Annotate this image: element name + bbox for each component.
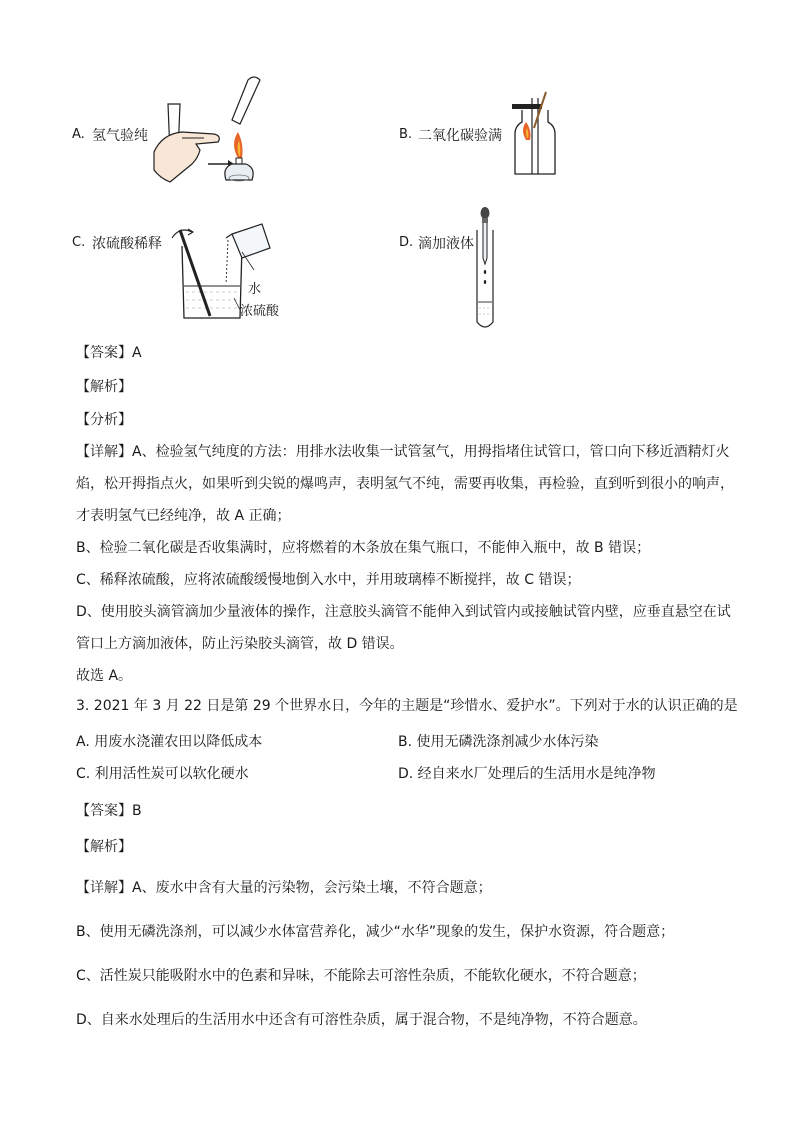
dropper-test-tube-figure (470, 206, 500, 332)
q3-option-b: B. 使用无磷洗涤剂减少水体污染 (398, 734, 599, 750)
q2-detail-line: 焰，松开拇指点火，如果听到尖锐的爆鸣声，表明氢气不纯，需要再收集，再检验，直到听到很小的响声， (76, 476, 734, 492)
option-d-letter: D. (399, 235, 414, 250)
q3-detail-line: B、使用无磷洗涤剂，可以减少水体富营养化，减少“水华”现象的发生，保护水资源，符合题意； (76, 924, 675, 940)
figure-label-acid: 浓硫酸 (240, 304, 280, 319)
q3-answer: 【答案】B (76, 803, 142, 819)
q2-analysis-heading: 【解析】 (76, 379, 132, 395)
q3-detail-line: D、自来水处理后的生活用水中还含有可溶性杂质，属于混合物，不是纯净物，不符合题意。 (76, 1012, 647, 1028)
q3-stem: 3. 2021 年 3 月 22 日是第 29 个世界水日，今年的主题是“珍惜水、爱护水”。下列对于水的认识正确的是 (76, 698, 738, 714)
option-c-letter: C. (72, 235, 86, 250)
q2-detail-line: D、使用胶头滴管滴加少量液体的操作，注意胶头滴管不能伸入到试管内或接触试管内壁，应垂直悬空在试 (76, 604, 731, 620)
q2-detail-line: 【详解】A、检验氢气纯度的方法：用排水法收集一试管氢气，用拇指堵住试管口，管口向下移近酒精灯火 (76, 444, 730, 460)
option-b-text: 二氧化碳验满 (418, 128, 502, 144)
q3-detail-line: C、活性炭只能吸附水中的色素和异味，不能除去可溶性杂质，不能软化硬水，不符合题意； (76, 968, 646, 984)
q3-detail-line: 【详解】A、废水中含有大量的污染物，会污染土壤，不符合题意； (76, 880, 492, 896)
hand-test-tube-lamp-figure (152, 74, 274, 186)
q2-answer: 【答案】A (76, 345, 142, 361)
gas-bottle-flame-figure (510, 88, 558, 178)
q3-option-d: D. 经自来水厂处理后的生活用水是纯净物 (398, 766, 656, 782)
option-d-text: 滴加液体 (418, 236, 474, 252)
q3-analysis-heading: 【解析】 (76, 839, 132, 855)
figure-label-water: 水 (248, 282, 262, 297)
option-a-text: 氢气验纯 (92, 128, 148, 144)
q3-option-c: C. 利用活性炭可以软化硬水 (76, 766, 249, 782)
option-c-text: 浓硫酸稀释 (92, 236, 162, 252)
q2-detail-line: 故选 A。 (76, 668, 133, 684)
option-a-letter: A. (72, 127, 85, 142)
q2-detail-line: 才表明氢气已经纯净，故 A 正确； (76, 508, 291, 524)
q2-fenxi-heading: 【分析】 (76, 412, 132, 428)
option-b-letter: B. (399, 127, 413, 142)
q2-detail-line: C、稀释浓硫酸，应将浓硫酸缓慢地倒入水中，并用玻璃棒不断搅拌，故 C 错误； (76, 572, 581, 588)
q3-option-a: A. 用废水浇灌农田以降低成本 (76, 734, 263, 750)
q2-detail-line: 管口上方滴加液体，防止污染胶头滴管，故 D 错误。 (76, 636, 404, 652)
q2-detail-line: B、检验二氧化碳是否收集满时，应将燃着的木条放在集气瓶口，不能伸入瓶中，故 B 错误； (76, 540, 651, 556)
